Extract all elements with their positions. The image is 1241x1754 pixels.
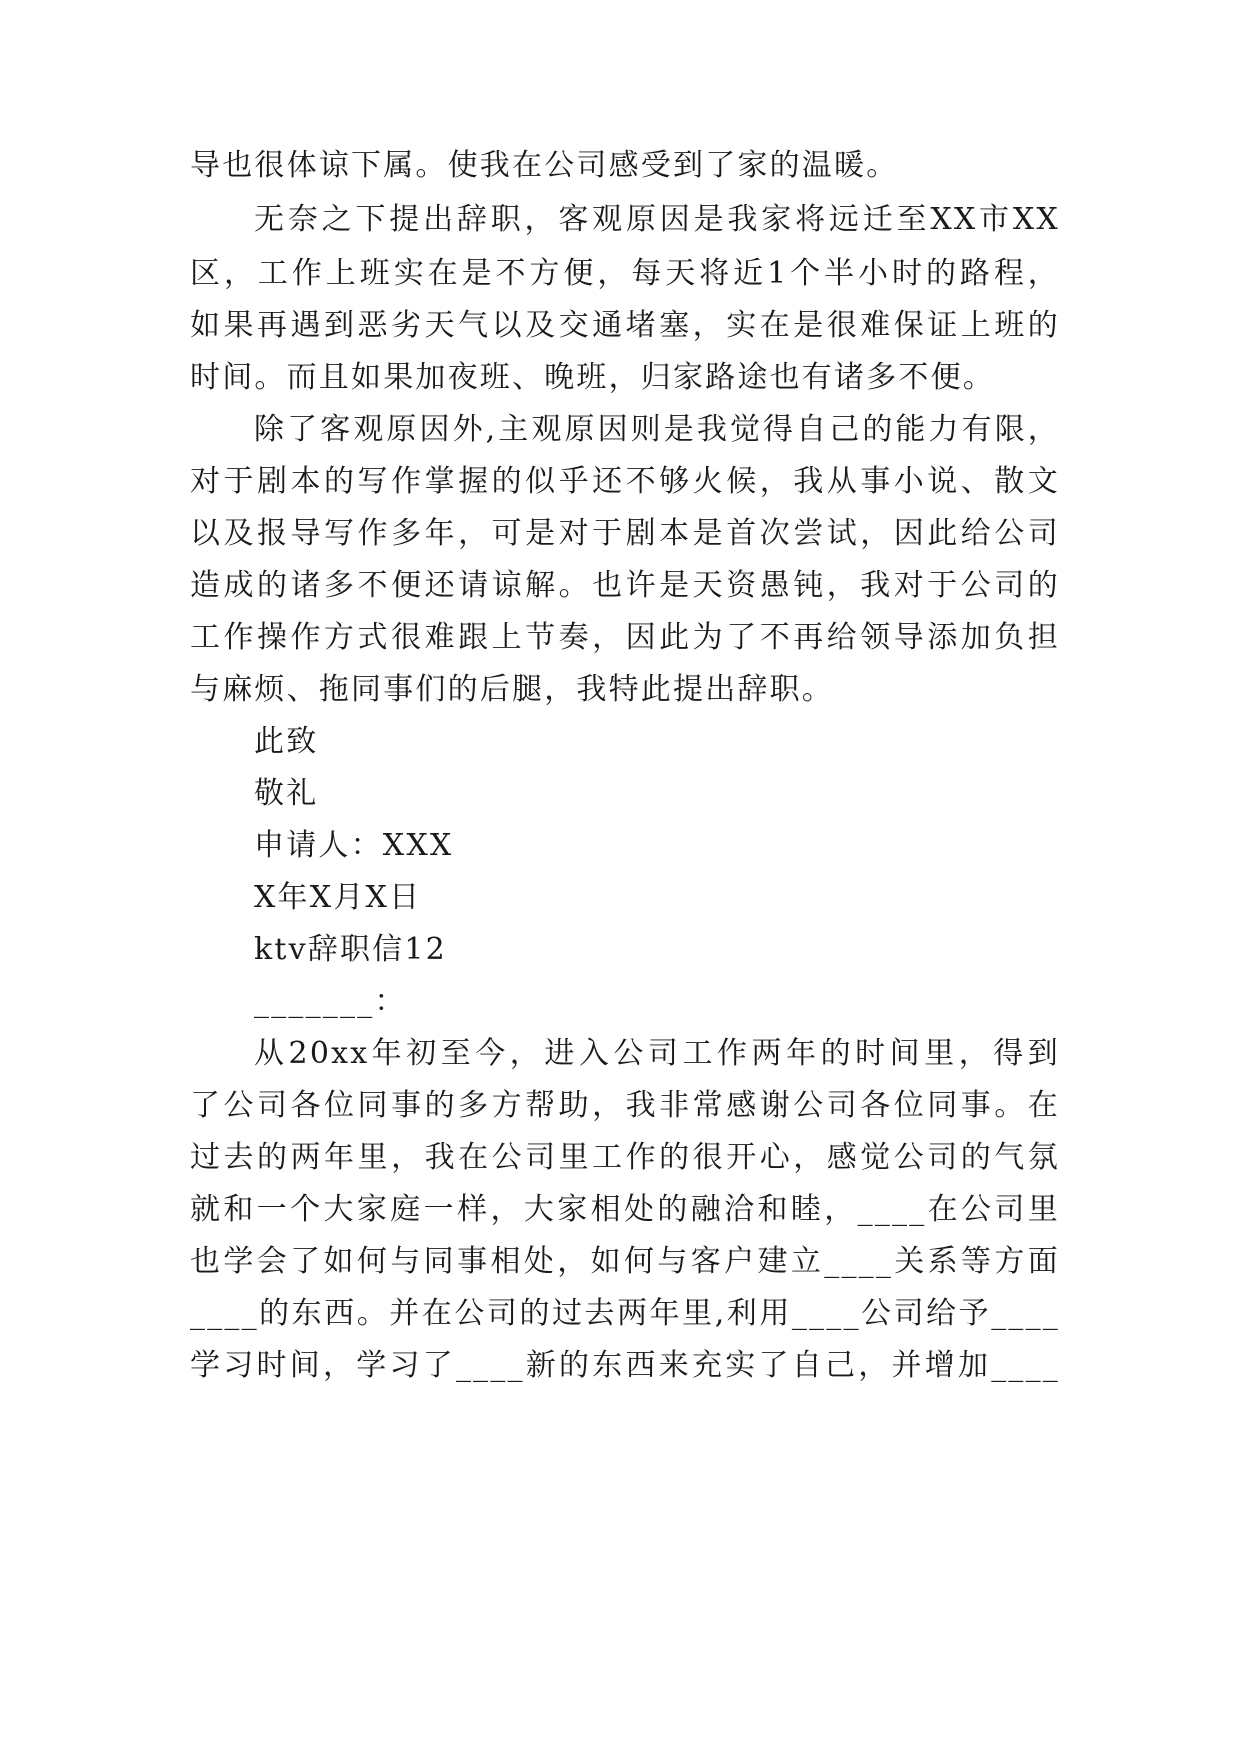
date-line: X年X月X日: [254, 880, 422, 915]
paragraph-line: ____的东西。并在公司的过去两年里,利用____公司给予____: [190, 1296, 1060, 1331]
paragraph-line: 造成的诸多不便还请谅解。也许是天资愚钝，我对于公司的: [190, 568, 1060, 603]
paragraph-line: 除了客观原因外,主观原因则是我觉得自己的能力有限，: [254, 412, 1060, 447]
applicant-name: 申请人：XXX: [254, 828, 454, 863]
paragraph-line: 工作操作方式很难跟上节奏，因此为了不再给领导添加负担: [190, 620, 1060, 655]
closing-regards: 敬礼: [254, 776, 319, 811]
paragraph-line: 与麻烦、拖同事们的后腿，我特此提出辞职。: [190, 672, 834, 707]
paragraph-line: 了公司各位同事的多方帮助，我非常感谢公司各位同事。在: [190, 1088, 1060, 1123]
paragraph-line: 也学会了如何与同事相处，如何与客户建立____关系等方面: [190, 1244, 1060, 1279]
paragraph-line: 过去的两年里，我在公司里工作的很开心，感觉公司的气氛: [190, 1140, 1060, 1175]
paragraph-line: 以及报导写作多年，可是对于剧本是首次尝试，因此给公司: [190, 516, 1060, 551]
paragraph-line: 如果再遇到恶劣天气以及交通堵塞，实在是很难保证上班的: [190, 308, 1060, 343]
closing-salutation: 此致: [254, 724, 319, 759]
paragraph-line: 无奈之下提出辞职，客观原因是我家将远迁至XX市XX: [254, 202, 1060, 237]
paragraph-line: 对于剧本的写作掌握的似乎还不够火候，我从事小说、散文: [190, 464, 1060, 499]
section-title: ktv辞职信12: [254, 932, 447, 967]
paragraph-line: 学习时间，学习了____新的东西来充实了自己，并增加____: [190, 1348, 1060, 1383]
paragraph-line: 区，工作上班实在是不方便，每天将近1个半小时的路程，: [190, 256, 1060, 291]
paragraph-line: 时间。而且如果加夜班、晚班，归家路途也有诸多不便。: [190, 360, 995, 395]
recipient-line: _______：: [254, 984, 407, 1019]
paragraph-line: 从20xx年初至今，进入公司工作两年的时间里，得到: [254, 1036, 1060, 1071]
paragraph-line: 导也很体谅下属。使我在公司感受到了家的温暖。: [190, 148, 899, 183]
paragraph-line: 就和一个大家庭一样，大家相处的融洽和睦，____在公司里: [190, 1192, 1060, 1227]
